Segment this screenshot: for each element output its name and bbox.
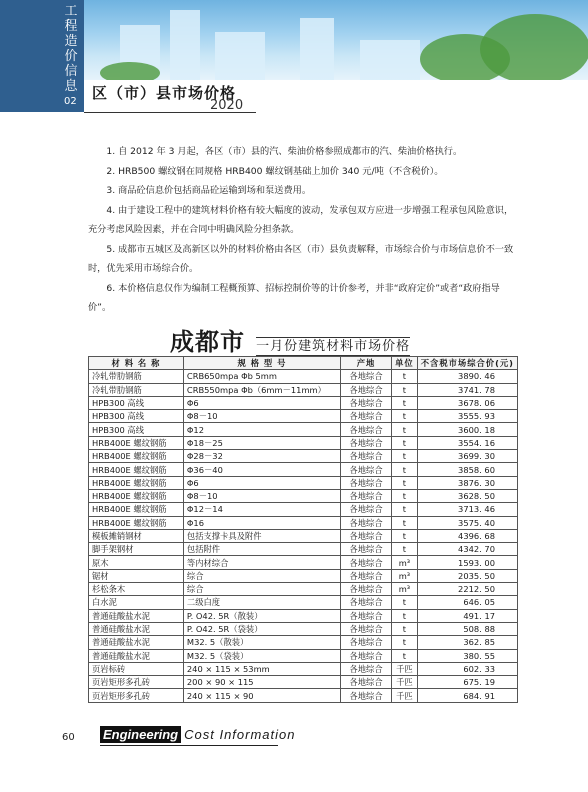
footer-brand (100, 727, 296, 743)
tab-char: 程 (64, 19, 78, 34)
table-cell: t (392, 383, 418, 396)
table-cell: 等内材综合 (183, 556, 340, 569)
table-cell: t (392, 516, 418, 529)
table-cell: t (392, 529, 418, 542)
tab-char: 造 (64, 34, 78, 49)
table-cell: 各地综合 (341, 662, 392, 675)
tab-char: 信 (64, 64, 78, 79)
table-cell: 3890. 46 (417, 370, 517, 383)
table-cell: 3628. 50 (417, 489, 517, 502)
column-header: 产地 (341, 357, 392, 370)
table-cell: M32. 5（袋装） (183, 649, 340, 662)
table-cell: 杉松条木 (89, 583, 184, 596)
table-cell: 各地综合 (341, 556, 392, 569)
table-row (89, 622, 518, 635)
table-cell: 页岩标砖 (89, 662, 184, 675)
table-row (89, 436, 518, 449)
table-cell: 675. 19 (417, 676, 517, 689)
column-header: 单位 (392, 357, 418, 370)
table-cell: 491. 17 (417, 609, 517, 622)
table-cell: 646. 05 (417, 596, 517, 609)
table-row (89, 649, 518, 662)
table-cell: 3713. 46 (417, 503, 517, 516)
issue-number: 02 (64, 96, 77, 107)
table-cell: 普通硅酸盐水泥 (89, 622, 184, 635)
table-row (89, 636, 518, 649)
table-row (89, 489, 518, 502)
table-cell: t (392, 476, 418, 489)
table-row (89, 370, 518, 383)
note-paragraph: 1. 自 2012 年 3 月起，各区（市）县的汽、柴油价格参照成都市的汽、柴油价格执行。 (106, 146, 463, 157)
table-cell: m³ (392, 556, 418, 569)
table-cell: 页岩矩形多孔砖 (89, 689, 184, 702)
table-cell: CRB550mpa Φb（6mm－11mm） (183, 383, 340, 396)
table-cell: HRB400E 螺纹钢筋 (89, 489, 184, 502)
table-cell: 千匹 (392, 676, 418, 689)
table-cell: 3699. 30 (417, 450, 517, 463)
table-cell: P. O42. 5R（散装） (183, 609, 340, 622)
page-number: 60 (62, 732, 75, 743)
table-city: 成都市 (170, 328, 245, 356)
table-cell: t (392, 622, 418, 635)
section-title: 区（市）县市场价格 (92, 84, 237, 102)
table-cell: 362. 85 (417, 636, 517, 649)
table-subtitle: 一月份建筑材料市场价格 (256, 339, 411, 354)
table-cell: 冷轧带肋钢筋 (89, 370, 184, 383)
table-row (89, 569, 518, 582)
table-cell: 3876. 30 (417, 476, 517, 489)
brand-word: Engineering (100, 726, 181, 743)
table-row (89, 529, 518, 542)
building-silhouette (360, 40, 420, 80)
table-cell: M32. 5（散装） (183, 636, 340, 649)
table-row (89, 383, 518, 396)
table-row (89, 609, 518, 622)
table-cell: Φ28－32 (183, 450, 340, 463)
table-title (170, 322, 410, 357)
table-cell: m³ (392, 569, 418, 582)
table-cell: 4342. 70 (417, 543, 517, 556)
table-cell: t (392, 543, 418, 556)
note-paragraph: 5. 成都市五城区及高新区以外的材料价格由各区（市）县负责解释，市场综合价与市场信息价不一致时，优先采用市场综合价。 (88, 243, 514, 274)
table-cell: 684. 91 (417, 689, 517, 702)
table-cell: t (392, 649, 418, 662)
note-paragraph: 3. 商品砼信息价包括商品砼运输到场和泵送费用。 (106, 185, 312, 196)
table-cell: 3741. 78 (417, 383, 517, 396)
table-cell: 3858. 60 (417, 463, 517, 476)
table-cell: HRB400E 螺纹钢筋 (89, 450, 184, 463)
table-cell: t (392, 609, 418, 622)
tab-char: 工 (64, 4, 78, 19)
table-cell: Φ8－10 (183, 489, 340, 502)
table-cell: Φ6 (183, 476, 340, 489)
table-cell: t (392, 450, 418, 463)
table-cell: 冷轧带肋钢筋 (89, 383, 184, 396)
table-cell: 锯材 (89, 569, 184, 582)
table-row (89, 396, 518, 409)
table-row (89, 463, 518, 476)
table-cell: t (392, 596, 418, 609)
table-cell: 各地综合 (341, 436, 392, 449)
table-cell: 各地综合 (341, 396, 392, 409)
table-cell: 2035. 50 (417, 569, 517, 582)
table-cell: 综合 (183, 583, 340, 596)
table-cell: HRB400E 螺纹钢筋 (89, 476, 184, 489)
table-cell: HRB400E 螺纹钢筋 (89, 503, 184, 516)
tree-shape (100, 62, 160, 80)
table-cell: 千匹 (392, 662, 418, 675)
table-row (89, 583, 518, 596)
table-cell: HPB300 高线 (89, 410, 184, 423)
table-cell: 各地综合 (341, 463, 392, 476)
magazine-side-tab (0, 0, 84, 112)
table-cell: 各地综合 (341, 529, 392, 542)
table-row (89, 450, 518, 463)
note-paragraph: 6. 本价格信息仅作为编制工程概预算、招标控制价等的计价参考，并非“政府定价”或者“政府指导价”。 (88, 282, 500, 313)
table-cell: 各地综合 (341, 450, 392, 463)
magazine-name-vertical (62, 4, 80, 94)
table-cell: 普通硅酸盐水泥 (89, 609, 184, 622)
brand-rest: Cost Information (184, 727, 296, 742)
table-cell: Φ12 (183, 423, 340, 436)
table-cell: HRB400E 螺纹钢筋 (89, 436, 184, 449)
table-row (89, 676, 518, 689)
table-cell: Φ36－40 (183, 463, 340, 476)
table-cell: HPB300 高线 (89, 423, 184, 436)
table-cell: t (392, 423, 418, 436)
table-cell: 脚手架钢材 (89, 543, 184, 556)
table-cell: Φ12－14 (183, 503, 340, 516)
table-cell: 各地综合 (341, 516, 392, 529)
table-row (89, 476, 518, 489)
table-cell: m³ (392, 583, 418, 596)
table-cell: 各地综合 (341, 649, 392, 662)
table-cell: 千匹 (392, 689, 418, 702)
table-cell: HRB400E 螺纹钢筋 (89, 516, 184, 529)
table-cell: 二级白度 (183, 596, 340, 609)
table-cell: 综合 (183, 569, 340, 582)
table-cell: Φ6 (183, 396, 340, 409)
table-row (89, 516, 518, 529)
price-table-body (89, 370, 518, 702)
table-cell: Φ18－25 (183, 436, 340, 449)
table-cell: 1593. 00 (417, 556, 517, 569)
table-cell: t (392, 636, 418, 649)
table-cell: P. O42. 5R（袋装） (183, 622, 340, 635)
table-cell: t (392, 489, 418, 502)
table-cell: 各地综合 (341, 676, 392, 689)
note-paragraph: 2. HRB500 螺纹钢在同规格 HRB400 螺纹钢基础上加价 340 元/吨（不含税价）。 (106, 165, 444, 177)
table-cell: 各地综合 (341, 689, 392, 702)
table-row (89, 423, 518, 436)
table-cell: 各地综合 (341, 543, 392, 556)
tab-char: 价 (64, 49, 78, 64)
table-cell: 各地综合 (341, 583, 392, 596)
table-cell: 508. 88 (417, 622, 517, 635)
table-cell: 各地综合 (341, 410, 392, 423)
table-cell: 380. 55 (417, 649, 517, 662)
table-cell: t (392, 396, 418, 409)
column-header: 规 格 型 号 (183, 357, 340, 370)
table-row (89, 689, 518, 702)
table-header-row (89, 357, 518, 370)
table-cell: 各地综合 (341, 596, 392, 609)
table-cell: t (392, 436, 418, 449)
table-cell: 普通硅酸盐水泥 (89, 636, 184, 649)
table-row (89, 556, 518, 569)
table-cell: t (392, 463, 418, 476)
table-cell: 原木 (89, 556, 184, 569)
column-header: 材 料 名 称 (89, 357, 184, 370)
table-row (89, 410, 518, 423)
table-cell: 240 × 115 × 53mm (183, 662, 340, 675)
section-year: 2020 (210, 98, 244, 113)
building-silhouette (300, 18, 334, 80)
table-cell: CRB650mpa Φb 5mm (183, 370, 340, 383)
table-cell: 602. 33 (417, 662, 517, 675)
table-cell: t (392, 370, 418, 383)
table-cell: t (392, 410, 418, 423)
table-row (89, 543, 518, 556)
table-cell: t (392, 503, 418, 516)
table-cell: 页岩矩形多孔砖 (89, 676, 184, 689)
table-cell: HPB300 高线 (89, 396, 184, 409)
table-cell: 各地综合 (341, 476, 392, 489)
table-cell: 3600. 18 (417, 423, 517, 436)
table-cell: 3555. 93 (417, 410, 517, 423)
table-cell: 各地综合 (341, 636, 392, 649)
building-silhouette (170, 10, 200, 80)
header-photo-banner (0, 0, 588, 80)
table-row (89, 662, 518, 675)
price-table (88, 356, 518, 703)
table-cell: 240 × 115 × 90 (183, 689, 340, 702)
table-cell: Φ8－10 (183, 410, 340, 423)
note-paragraph: 4. 由于建设工程中的建筑材料价格有较大幅度的波动，发承包双方应进一步增强工程承包风险意识，充分考虑风险因素，并在合同中明确风险分担条款。 (88, 204, 514, 235)
table-row (89, 503, 518, 516)
table-cell: Φ16 (183, 516, 340, 529)
table-cell: 各地综合 (341, 383, 392, 396)
table-cell: 3554. 16 (417, 436, 517, 449)
table-cell: 包括支撑卡具及附件 (183, 529, 340, 542)
table-row (89, 596, 518, 609)
table-cell: 模板摊销钢材 (89, 529, 184, 542)
table-cell: 各地综合 (341, 609, 392, 622)
column-header: 不含税市场综合价(元) (417, 357, 517, 370)
table-cell: 2212. 50 (417, 583, 517, 596)
notes-block (88, 142, 518, 318)
table-cell: 普通硅酸盐水泥 (89, 649, 184, 662)
table-cell: 各地综合 (341, 622, 392, 635)
building-silhouette (215, 32, 265, 80)
table-cell: 各地综合 (341, 489, 392, 502)
tab-char: 息 (64, 79, 78, 94)
table-cell: 各地综合 (341, 423, 392, 436)
table-cell: 各地综合 (341, 569, 392, 582)
table-cell: 包括附件 (183, 543, 340, 556)
table-cell: 3575. 40 (417, 516, 517, 529)
table-cell: 200 × 90 × 115 (183, 676, 340, 689)
table-cell: 3678. 06 (417, 396, 517, 409)
table-cell: HRB400E 螺纹钢筋 (89, 463, 184, 476)
footer-rule (100, 745, 278, 746)
tree-shape (480, 14, 588, 80)
table-cell: 各地综合 (341, 370, 392, 383)
table-cell: 白水泥 (89, 596, 184, 609)
table-cell: 4396. 68 (417, 529, 517, 542)
table-cell: 各地综合 (341, 503, 392, 516)
